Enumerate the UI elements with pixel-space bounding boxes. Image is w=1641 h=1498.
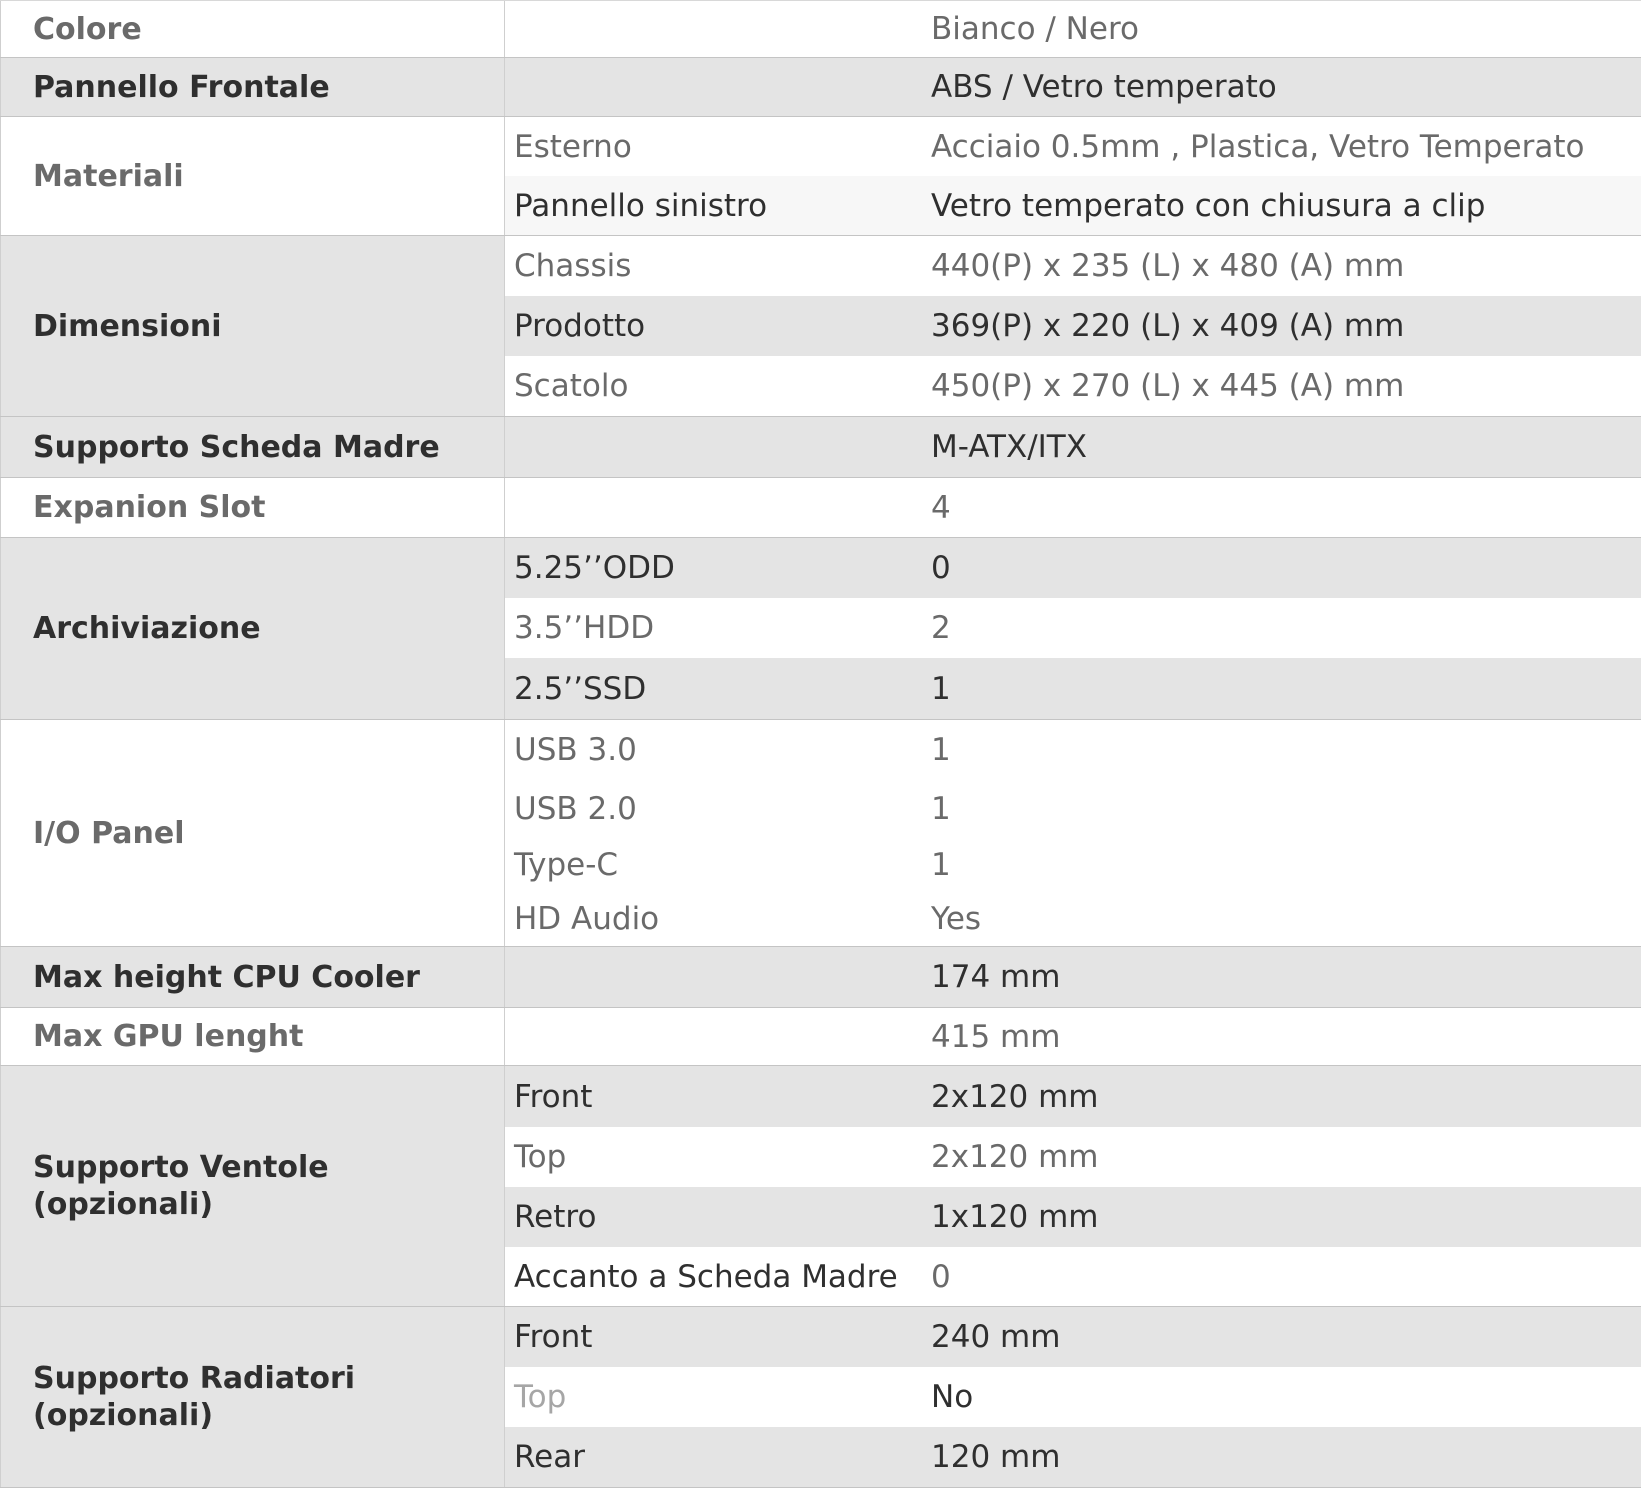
spec-subrow: [505, 356, 1641, 416]
spec-sublabel: Esterno: [514, 128, 632, 165]
spec-value: 2x120 mm: [931, 1078, 1099, 1115]
spec-subrow: [505, 1367, 1641, 1427]
spec-value: 369(P) x 220 (L) x 409 (A) mm: [931, 308, 1405, 344]
spec-subrow: [505, 1187, 1641, 1247]
spec-value: 1: [931, 670, 951, 707]
spec-label: I/O Panel: [0, 720, 505, 946]
spec-row-colore: [0, 0, 1641, 57]
spec-label: Dimensioni: [0, 236, 505, 416]
spec-subrow: [505, 1, 1641, 57]
spec-sublabel: 5.25’’ODD: [514, 550, 675, 586]
spec-subrow: [505, 1066, 1641, 1127]
spec-value: 450(P) x 270 (L) x 445 (A) mm: [931, 368, 1405, 404]
spec-row-expansion-slot: [0, 477, 1641, 537]
spec-label: Colore: [0, 1, 505, 57]
spec-row-supporto-scheda-madre: [0, 416, 1641, 477]
spec-subrow: [505, 947, 1641, 1007]
spec-sublabel: USB 2.0: [514, 791, 637, 827]
spec-label: Supporto Ventole (opzionali): [0, 1066, 505, 1306]
spec-label: Max GPU lenght: [0, 1008, 505, 1065]
spec-subrow: [505, 780, 1641, 838]
spec-sublabel: Chassis: [514, 248, 632, 284]
spec-label: Supporto Scheda Madre: [0, 417, 505, 477]
spec-value: 120 mm: [931, 1439, 1061, 1475]
spec-value: 2: [931, 610, 951, 646]
spec-row-supporto-radiatori: [0, 1306, 1641, 1488]
spec-subrow: [505, 538, 1641, 598]
spec-label: Max height CPU Cooler: [0, 947, 505, 1007]
spec-sublabel: Prodotto: [514, 308, 646, 344]
spec-sublabel: Retro: [514, 1199, 597, 1235]
spec-value: 415 mm: [931, 1018, 1061, 1055]
spec-label: Supporto Radiatori (opzionali): [0, 1307, 505, 1487]
spec-sublabel: Front: [514, 1078, 593, 1115]
spec-subrow: [505, 58, 1641, 116]
spec-subrow: [505, 417, 1641, 477]
spec-sublabel: 3.5’’HDD: [514, 610, 655, 646]
spec-subrow: [505, 236, 1641, 296]
spec-value: ABS / Vetro temperato: [931, 69, 1277, 105]
spec-value: 1x120 mm: [931, 1199, 1099, 1235]
spec-value: Vetro temperato con chiusura a clip: [931, 187, 1486, 224]
spec-subrow: [505, 598, 1641, 658]
spec-subrow: [505, 658, 1641, 719]
spec-subrow: [505, 478, 1641, 537]
spec-value: 1: [931, 847, 951, 883]
spec-sublabel: Top: [514, 1139, 567, 1175]
spec-sublabel: 2.5’’SSD: [514, 670, 647, 707]
spec-value: 2x120 mm: [931, 1139, 1099, 1175]
spec-sublabel: Type-C: [514, 847, 619, 883]
spec-sublabel: Front: [514, 1319, 593, 1355]
spec-value: 440(P) x 235 (L) x 480 (A) mm: [931, 248, 1405, 284]
spec-value: Yes: [931, 901, 982, 937]
spec-subrow: [505, 720, 1641, 780]
spec-sublabel: Accanto a Scheda Madre: [514, 1258, 898, 1295]
spec-value: 1: [931, 791, 951, 827]
spec-sublabel: Rear: [514, 1439, 585, 1475]
spec-value: No: [931, 1379, 974, 1415]
spec-subrow: [505, 296, 1641, 356]
spec-label: Archiviazione: [0, 538, 505, 719]
spec-subrow: [505, 1307, 1641, 1367]
spec-value: Bianco / Nero: [931, 11, 1139, 47]
spec-label: Pannello Frontale: [0, 58, 505, 116]
spec-value: Acciaio 0.5mm , Plastica, Vetro Temperato: [931, 128, 1585, 165]
spec-subrow: [505, 117, 1641, 176]
spec-value: 240 mm: [931, 1319, 1061, 1355]
spec-row-archiviazione: [0, 537, 1641, 719]
spec-subrow: [505, 1427, 1641, 1487]
spec-sublabel: HD Audio: [514, 901, 660, 937]
spec-row-max-cpu-cooler: [0, 946, 1641, 1007]
spec-subrow: [505, 1008, 1641, 1065]
spec-subrow: [505, 892, 1641, 946]
spec-row-max-gpu-length: [0, 1007, 1641, 1065]
spec-value: 174 mm: [931, 959, 1061, 995]
spec-row-materiali: [0, 116, 1641, 235]
spec-row-pannello-frontale: [0, 57, 1641, 116]
spec-subrow: [505, 838, 1641, 892]
spec-value: 0: [931, 1258, 951, 1295]
spec-row-supporto-ventole: [0, 1065, 1641, 1306]
spec-label: Expanion Slot: [0, 478, 505, 537]
spec-row-io-panel: [0, 719, 1641, 946]
spec-subrow: [505, 176, 1641, 235]
spec-subrow: [505, 1127, 1641, 1187]
spec-sublabel: Pannello sinistro: [514, 187, 768, 224]
spec-sublabel: Top: [514, 1379, 567, 1415]
spec-subrow: [505, 1247, 1641, 1306]
spec-value: M-ATX/ITX: [931, 429, 1087, 465]
spec-value: 0: [931, 550, 951, 586]
spec-label: Materiali: [0, 117, 505, 235]
spec-row-dimensioni: [0, 235, 1641, 416]
spec-sublabel: USB 3.0: [514, 732, 637, 768]
spec-value: 4: [931, 489, 951, 526]
spec-sublabel: Scatolo: [514, 368, 629, 404]
spec-value: 1: [931, 732, 951, 768]
